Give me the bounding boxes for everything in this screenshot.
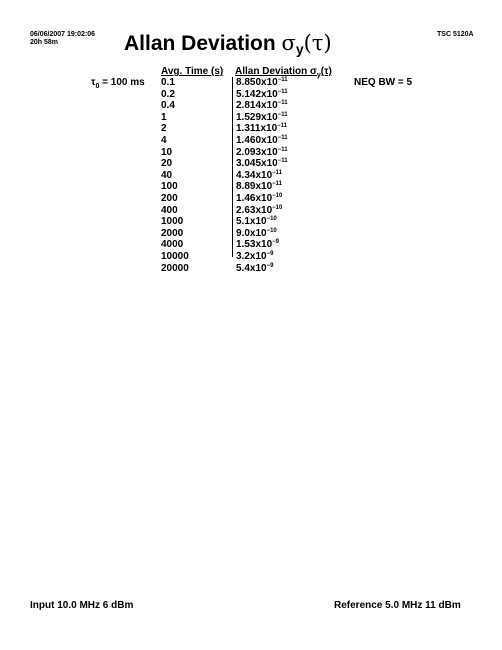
tau0-subscript: 0	[95, 83, 100, 90]
page-title	[124, 31, 332, 57]
table-row-avg-time: 20000	[161, 262, 189, 274]
column-divider	[232, 77, 233, 257]
table-row-avg-time: 1000	[161, 216, 184, 228]
run-duration: 20h 58m	[30, 39, 59, 46]
table-row-avg-time: 20	[161, 158, 173, 170]
table-row-allan-deviation: $4.34x10^{-11}$	[236, 169, 283, 181]
table-row-avg-time: 200	[161, 192, 178, 204]
table-row-avg-time: 40	[161, 169, 173, 181]
device-model: TSC 5120A	[437, 31, 474, 38]
table-row-allan-deviation: $5.142x10^{-11}$	[236, 88, 288, 100]
table-row-allan-deviation: $5.1x10^{-10}$	[236, 216, 277, 228]
table-row-avg-time: 100	[161, 181, 178, 193]
tau0-value: = 100 ms	[99, 77, 145, 88]
tau0-label	[91, 77, 145, 90]
title-tau: (τ)	[303, 31, 332, 55]
table-row-allan-deviation: $2.63x10^{-10}$	[236, 204, 283, 216]
table-row-allan-deviation: $1.529x10^{-11}$	[236, 111, 288, 123]
table-row-allan-deviation: $9.0x10^{-10}$	[236, 227, 277, 239]
table-row-allan-deviation: $2.814x10^{-11}$	[236, 100, 288, 112]
table-row-avg-time: 400	[161, 204, 178, 216]
table-row-allan-deviation: $1.460x10^{-11}$	[236, 134, 288, 146]
table-row-allan-deviation: $1.311x10^{-11}$	[236, 123, 288, 135]
table-row-avg-time: 4000	[161, 239, 184, 251]
table-row-avg-time: 10	[161, 146, 173, 158]
column-header-allan-deviation: Allan Deviation $\sigma_y(\tau)$	[235, 66, 332, 79]
neq-bw-label: NEQ BW = 5	[354, 77, 413, 88]
column-header-avg-time: Avg. Time (s)	[161, 66, 224, 77]
table-row-avg-time: 4	[161, 134, 167, 146]
table-row-allan-deviation: $8.89x10^{-11}$	[236, 181, 283, 193]
table-row-avg-time: 0.2	[161, 88, 175, 100]
avg-time-column	[161, 77, 189, 274]
title-subscript: y	[295, 41, 304, 57]
table-row-allan-deviation: $3.045x10^{-11}$	[236, 158, 288, 170]
table-row-allan-deviation: $3.2x10^{-9}$	[236, 250, 274, 262]
table-row-allan-deviation: $1.53x10^{-9}$	[236, 239, 279, 251]
table-row-avg-time: 1	[161, 111, 167, 123]
table-row-allan-deviation: $5.4x10^{-9}$	[236, 262, 274, 274]
input-signal-info: Input 10.0 MHz 6 dBm	[30, 600, 134, 611]
table-row-avg-time: 10000	[161, 250, 189, 262]
reference-signal-info: Reference 5.0 MHz 11 dBm	[334, 600, 461, 611]
table-row-avg-time: 2000	[161, 227, 184, 239]
table-row-avg-time: 2	[161, 123, 167, 135]
table-row-allan-deviation: $2.093x10^{-11}$	[236, 146, 288, 158]
table-row-allan-deviation: $1.46x10^{-10}$	[236, 192, 283, 204]
title-sigma: σ	[281, 31, 296, 55]
title-text: Allan Deviation	[124, 32, 282, 55]
table-row-allan-deviation: $8.850x10^{-11}$	[236, 77, 288, 88]
tau0-symbol: τ	[91, 77, 96, 88]
table-row-avg-time: 0.1	[161, 77, 175, 88]
report-datetime: 06/06/2007 19:02:06	[30, 31, 95, 38]
table-row-avg-time: 0.4	[161, 100, 175, 112]
allan-deviation-column	[236, 77, 288, 274]
